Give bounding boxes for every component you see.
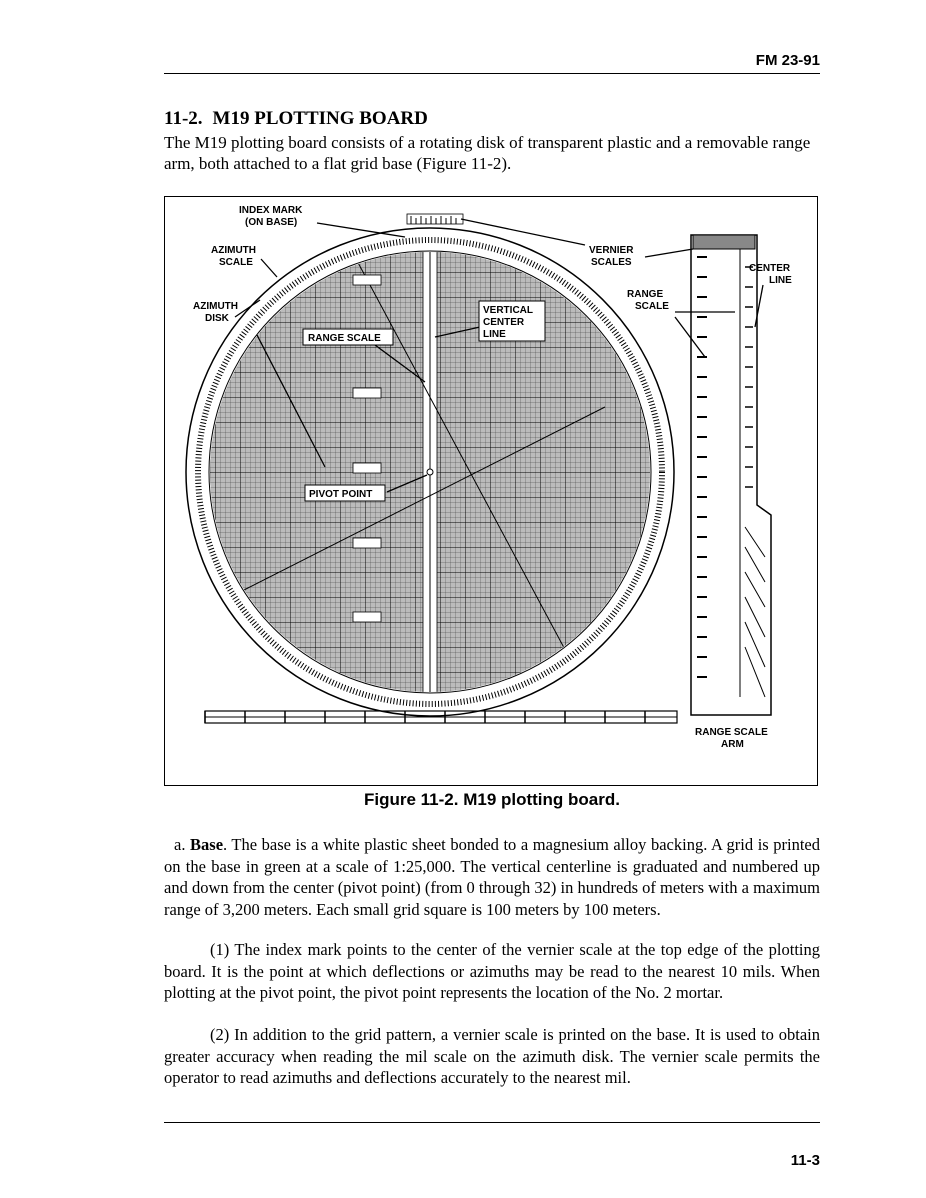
document-id: FM 23-91 <box>755 52 820 69</box>
section-number: 11-2. <box>164 108 203 129</box>
label-index-mark: INDEX MARK <box>239 205 303 216</box>
label-range-sub: SCALE <box>635 301 669 312</box>
intro-paragraph: The M19 plotting board consists of a rotating disk of transparent plastic and a removable range arm, both attached to a flat grid base (Figure 11-2). <box>164 133 811 173</box>
label-pivot-point: PIVOT POINT <box>309 489 373 500</box>
paragraph-a-label: a. <box>174 835 186 854</box>
label-vertical-center: VERTICAL <box>483 305 533 316</box>
paragraph-2 <box>164 1024 820 1089</box>
paragraph-a-text: . The base is a white plastic sheet bonded to a magnesium alloy backing. A grid is printed on the base in green at a scale of 1:25,000. The vertical centerline is graduated and numbered up and down from the center (pivot point) (from 0 through 32) in hundreds of meters with a maximum range of 3,200 meters. Each small grid square is 100 meters by 100 meters. <box>164 835 821 919</box>
label-range: RANGE <box>627 289 664 300</box>
paragraph-1 <box>164 939 820 1004</box>
label-vernier: VERNIER <box>589 245 634 256</box>
paragraph-2-text: (2) In addition to the grid pattern, a vernier scale is printed on the base. It is used to obtain greater accuracy when reading the mil scale on the azimuth disk. The vernier scale permits the operator to read azimuths and deflections accurately to the nearest mil. <box>164 1025 820 1087</box>
label-vernier-sub: SCALES <box>591 257 632 268</box>
label-azimuth-scale-sub: SCALE <box>219 257 253 268</box>
label-azimuth-disk: AZIMUTH <box>193 301 238 312</box>
figure-caption: Figure 11-2. M19 plotting board. <box>364 790 620 809</box>
base-scale-bar <box>205 711 677 723</box>
pivot-point-marker <box>427 469 433 475</box>
label-vertical-center-sub: CENTER <box>483 317 525 328</box>
section-title <box>164 108 428 130</box>
vernier-scale-mark <box>407 214 463 224</box>
label-azimuth-disk-sub: DISK <box>205 313 229 324</box>
header-rule <box>164 73 820 74</box>
paragraph-1-text: (1) The index mark points to the center of the vernier scale at the top edge of the plotting board. It is the point at which deflections or azimuths may be read to the nearest 10 mils. When plotting at the pivot point, the pivot point represents the location of the No. 2 mortar. <box>164 940 820 1002</box>
label-index-mark-sub: (ON BASE) <box>245 217 298 228</box>
section-title-text: M19 PLOTTING BOARD <box>212 108 428 129</box>
label-center-line: CENTER <box>749 263 791 274</box>
label-center-line-sub: LINE <box>769 275 792 286</box>
figure-11-2 <box>164 196 818 786</box>
label-azimuth-scale: AZIMUTH <box>211 245 256 256</box>
label-range-scale-box: RANGE SCALE <box>308 333 381 344</box>
paragraph-a <box>164 834 820 920</box>
footer-rule <box>164 1122 820 1123</box>
label-range-arm: RANGE SCALE <box>695 727 768 738</box>
paragraph-a-term: Base <box>190 835 224 854</box>
label-vertical-center-sub2: LINE <box>483 329 506 340</box>
page-number: 11-3 <box>790 1152 820 1169</box>
plotting-board-illustration <box>165 197 819 787</box>
label-range-arm-sub: ARM <box>721 739 744 750</box>
